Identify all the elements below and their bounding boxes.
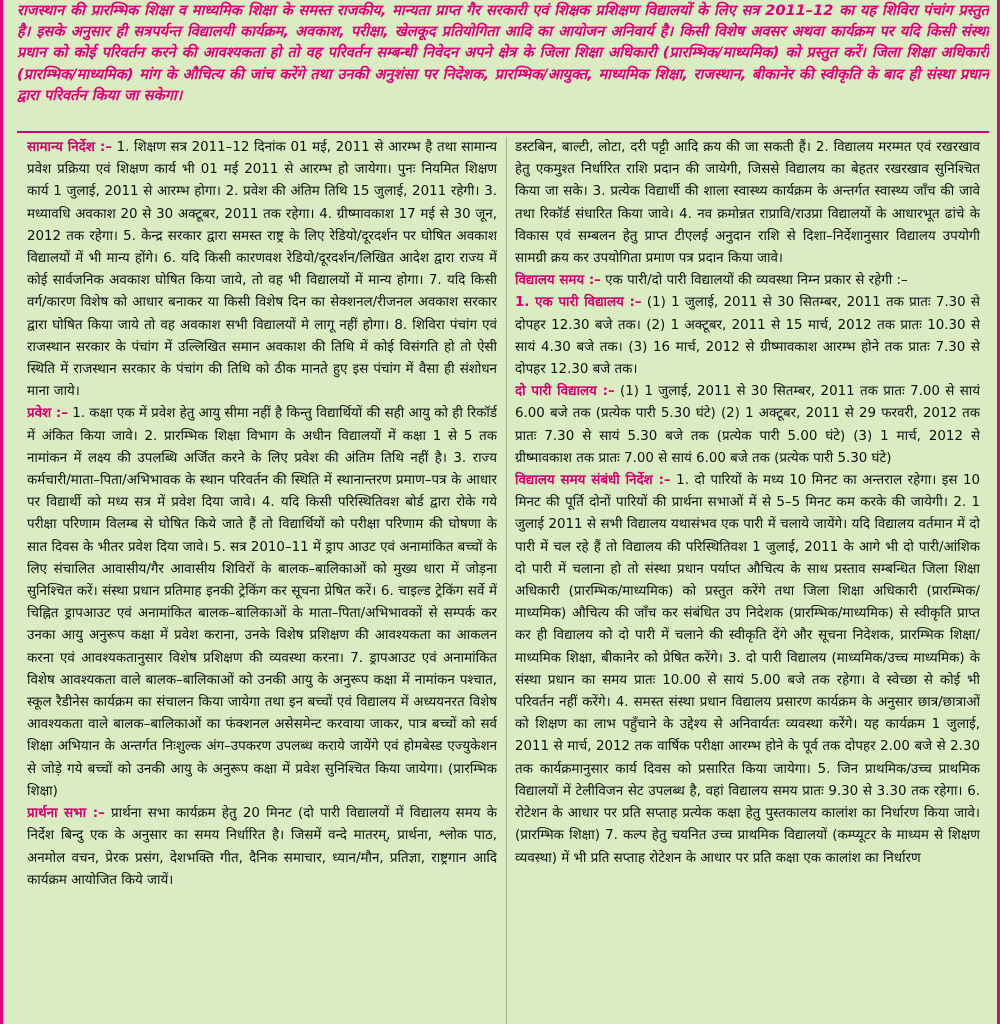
double-shift-section	[515, 381, 980, 470]
single-shift-heading: 1. एक पारी विद्यालय :–	[515, 295, 642, 311]
double-shift-heading: दो पारी विद्यालय :–	[515, 384, 615, 400]
general-instructions	[27, 137, 497, 403]
right-top-text: डस्टबिन, बाल्टी, लोटा, दरी पट्टी आदि क्रय की जा सकती हैं। 2. विद्यालय मरम्मत एवं रखरखाव हेतु एकमुश्त निर्धारित राशि प्रदान की जायेगी, जिससे विद्यालय का बेहतर रखरखाव सुनिश्चित किया जा सके। 3. प्रत्येक विद्यार्थी की शाला स्वास्थ्य कार्यक्रम के अन्तर्गत स्वास्थ्य जाँच की जावे तथा रिकॉर्ड संधारित किया जावे। 4. नव क्रमोन्नत राप्रावि/राउप्रा विद्यालयों के आधारभूत ढांचे के विकास एवं सम्बलन हेतु प्राप्त टीएलई अनुदान राशि से दिशा–निर्देशानुसार विद्यालय उपयोगी सामग्री क्रय कर उपयोगिता प्रमाण पत्र प्रदान किया जावे।	[515, 140, 980, 267]
prayer-heading: प्रार्थना सभा :–	[27, 806, 105, 822]
timing-heading: विद्यालय समय :–	[515, 273, 601, 289]
intro-bold-word: आयोजन	[558, 23, 605, 41]
admission-text: 1. कक्षा एक में प्रवेश हेतु आयु सीमा नहीं है किन्तु विद्यार्थियों की सही आयु को ही रिकॉर्ड में अंकित किया जावे। 2. प्रारम्भिक शिक्षा विभाग के अधीन विद्यालयों में कक्षा 1 से 5 तक नामांकन में लक्ष्य की उपलब्धि अर्जित करने के लिए प्रवेश की अंतिम तिथि नहीं है। 3. राज्य कर्मचारी/माता–पिता/अभिभावक के स्थान परिवर्तन की स्थिति में स्थानान्तरण प्रमाण–पत्र के आधार पर विद्यार्थी को मध्य सत्र में प्रवेश दिया जावे। 4. यदि किसी परिस्थितिवश बोर्ड द्वारा रोके गये परीक्षा परिणाम विलम्ब से घोषित किये जाते हैं तो विद्यार्थियों को परीक्षा परिणाम की घोषणा के सात दिवस के भीतर प्रवेश दिया जावे। 5. सत्र 2010–11 में ड्राप आउट एवं अनामांकित बच्चों के लिए संचालित आवासीय/गैर आवासीय शिविरों के बालक–बालिकाओं को मुख्य धारा में जोड़ना सुनिश्चित करें। संस्था प्रधान प्रतिमाह इनकी ट्रेकिंग कर सूचना प्रेषित करें। 6. चाइल्ड ट्रेकिंग सर्वे में चिह्नित ड्रापआउट एवं अनामांकित बालक–बालिकाओं के माता–पिता/अभिभावकों से सम्पर्क कर उनका आयु अनुरूप कक्षा में प्रवेश कराना, उनके विशेष प्रशिक्षण की आवश्यकता का आकलन करना एवं आवश्यकतानुसार विशेष प्रशिक्षण की व्यवस्था करना। 7. ड्रापआउट एवं अनामांकित विशेष आवश्यकता वाले बालक–बालिकाओं को उनकी आयु के अनुरूप कक्षा में नामांकन पश्चात, स्कूल रैडीनेस कार्यक्रम का संचालन किया जायेगा तथा इन बच्चों एवं विद्यालय में अध्ययनरत विशेष आवश्यकता वाले बालक–बालिकाओं का फंक्शनल असेसमेन्ट करवाया जाकर, पात्र बच्चों को सर्व शिक्षा अभियान के अन्तर्गत निःशुल्क अंग–उपकरण उपलब्ध कराये जायेंगे एवं होमबेस्ड एज्युकेशन से जोड़े गये बच्चों को उनकी आयु के अनुरूप कक्षा में प्रवेश सुनिश्चित किया जायेगा। (प्रारम्भिक शिक्षा)	[27, 406, 497, 799]
double-shift-text: (1) 1 जुलाई, 2011 से 30 सितम्बर, 2011 तक प्रातः 7.00 से सायं 6.00 बजे तक (प्रत्येक पारी 5.30 घंटे) (2) 1 अक्टूबर, 2011 से 29 फरवरी, 2012 तक प्रातः 7.30 से सायं 5.30 बजे तक (प्रत्येक पारी 5.00 घंटे) (3) 1 मार्च, 2012 से ग्रीष्मावकाश तक प्रातः 7.00 से सायं 6.00 बजे तक (प्रत्येक पारी 5.30 घंटे)	[515, 384, 980, 466]
school-timing-section	[515, 270, 980, 292]
intro-text-part1: राजस्थान की प्रारम्भिक शिक्षा व माध्यमिक शिक्षा के समस्त राजकीय, मान्यता प्राप्त गैर सरकारी एवं शिक्षक प्रशिक्षण विद्यालयों के लिए सत्र 2011–12 का यह शिविरा पंचांग प्रस्तुत है। इसके अनुसार ही सत्रपर्यन्त विद्यालयी कार्यक्रम, अवकाश, परीक्षा, खेलकूद प्रतियोगिता आदि का	[17, 2, 989, 41]
timing-text: एक पारी/दो पारी विद्यालयों की व्यवस्था निम्न प्रकार से रहेगी :–	[600, 273, 908, 289]
intro-paragraph	[17, 0, 989, 130]
section-divider	[17, 131, 989, 133]
left-column	[27, 137, 497, 1024]
prayer-section	[27, 803, 497, 892]
single-shift-text: (1) 1 जुलाई, 2011 से 30 सितम्बर, 2011 तक प्रातः 7.30 से दोपहर 12.30 बजे तक। (2) 1 अक्टूबर, 2011 से 15 मार्च, 2012 तक प्रातः 10.30 से सायं 4.30 बजे तक। (3) 16 मार्च, 2012 से ग्रीष्मावकाश आरम्भ होने तक प्रातः 7.30 से दोपहर 12.30 बजे तक।	[515, 295, 980, 378]
prayer-text: प्रार्थना सभा कार्यक्रम हेतु 20 मिनट (दो पारी विद्यालयों में विद्यालय समय के निर्देश बिन्दु एक के अनुसार का समय निर्धारित है। जिसमें वन्दे मातरम्, प्रार्थना, श्लोक पाठ, अनमोल वचन, प्रेरक प्रसंग, देशभक्ति गीत, दैनिक समाचार, ध्यान/मौन, प्रतिज्ञा, राष्ट्रगान आदि कार्यक्रम आयोजित किये जायें।	[27, 806, 497, 888]
intro-text-part2: अनिवार्य है। किसी विशेष अवसर अथवा कार्यक्रम पर यदि किसी संस्था प्रधान को कोई परिवर्तन करने की आवश्यकता हो तो वह परिवर्तन सम्बन्धी निवेदन अपने क्षेत्र के जिला शिक्षा अधिकारी (प्रारम्भिक/माध्यमिक) को प्रस्तुत करें। जिला शिक्षा अधिकारी (प्रारम्भिक/माध्यमिक) मांग के औचित्य की जांच करेंगे तथा उनकी अनुशंसा पर निदेशक, प्रारम्भिक/आयुक्त, माध्यमिक शिक्षा, राजस्थान, बीकानेर की स्वीकृति के बाद ही संस्था प्रधान द्वारा परिवर्तन किया जा सकेगा।	[17, 23, 989, 104]
single-shift-section	[515, 292, 980, 381]
timing-instructions-text: 1. दो पारियों के मध्य 10 मिनट का अन्तराल रहेगा। इस 10 मिनट की पूर्ति दोनों पारियों की प्रार्थना सभाओं में से 5–5 मिनट कम करके की जायेगी। 2. 1 जुलाई 2011 से सभी विद्यालय यथासंभव एक पारी में चलाये जायेंगे। यदि विद्यालय वर्तमान में दो पारी में चल रहे हैं तो विद्यालय की परिस्थितिवश 1 जुलाई, 2011 के आगे भी दो पारी/आंशिक दो पारी में चलाना हो तो संस्था प्रधान पर्याप्त औचित्य के साथ प्रस्ताव सम्बन्धित जिला शिक्षा अधिकारी (प्रारम्भिक/माध्यमिक) को प्रस्तुत करेंगे तथा जिला शिक्षा अधिकारी (प्रारम्भिक/माध्यमिक) औचित्य की जाँच कर संबंधित उप निदेशक (प्रारम्भिक/माध्यमिक) से स्वीकृति प्राप्त कर ही विद्यालय को दो पारी में चलाने की स्वीकृति देंगे और सूचना निदेशक, प्रारम्भिक शिक्षा/माध्यमिक शिक्षा, बीकानेर को प्रेषित करेंगे। 3. दो पारी विद्यालय (माध्यमिक/उच्च माध्यमिक) के संस्था प्रधान का समय प्रातः 10.00 से सायं 5.00 बजे तक रहेगा। वे स्वेच्छा से कोई भी परिवर्तन नहीं करेंगे। 4. समस्त संस्था प्रधान विद्यालय प्रसारण कार्यक्रम के अनुसार छात्र/छात्राओं को शिक्षण का लाभ पहुँचाने के उद्देश्य से अनिवार्यतः व्यवस्था करेंगे। यह कार्यक्रम 1 जुलाई, 2011 से मार्च, 2012 तक वार्षिक परीक्षा आरम्भ होने के पूर्व तक दोपहर 2.00 बजे से 2.30 तक कार्यक्रमानुसार कार्य दिवस को प्रसारित किया जायेगा। 5. जिन प्राथमिक/उच्च प्राथमिक विद्यालयों में टेलीविजन सेट उपलब्ध है, वहां विद्यालय समय प्रातः 9.30 से 3.30 तक रहेगा। 6. रोटेशन के आधार पर प्रति सप्ताह प्रत्येक कक्षा हेतु पुस्तकालय कालांश का निर्धारण किया जावे। (प्रारम्भिक शिक्षा) 7. कल्प हेतु चयनित उच्च प्राथमिक विद्यालयों (कम्प्यूटर के माध्यम से शिक्षण व्यवस्था) में भी प्रति सप्ताह रोटेशन के आधार पर प्रति कक्षा एक कालांश का निर्धारण	[515, 473, 980, 866]
general-text: 1. शिक्षण सत्र 2011–12 दिनांक 01 मई, 2011 से आरम्भ है तथा सामान्य प्रवेश प्रक्रिया एवं शिक्षण कार्य भी 01 मई 2011 से आरम्भ हो जायेगा। पुनः नियमित शिक्षण कार्य 1 जुलाई, 2011 से आरम्भ होगा। 2. प्रवेश की अंतिम तिथि 15 जुलाई, 2011 रहेगी। 3. मध्यावधि अवकाश 20 से 30 अक्टूबर, 2011 तक रहेगा। 4. ग्रीष्मावकाश 17 मई से 30 जून, 2012 तक रहेगा। 5. केन्द्र सरकार द्वारा समस्त राष्ट्र के लिए रेडियो/दूरदर्शन पर घोषित अवकाश विद्यालयों में भी मान्य होंगे। 6. यदि किसी कारणवश रेडियो/दूरदर्शन/लिखित आदेश द्वारा राज्य में कोई सार्वजनिक अवकाश घोषित किया जाये, तो वह भी विद्यालयों में मान्य होगा। 7. यदि किसी वर्ग/कारण विशेष को आधार बनाकर या किसी विशेष दिन का सेक्शनल/रीजनल अवकाश सरकार द्वारा घोषित किया जाये तो वह अवकाश सभी विद्यालयों मे लागू नहीं होगा। 8. शिविरा पंचांग एवं राजस्थान सरकार के पंचांग में उल्लिखित समान अवकाश की तिथि में कोई विसंगति हो तो ऐसी स्थिति में राजस्थान सरकार के पंचांग की तिथि को ठीक मानते हुए इस पंचांग में वैसा ही संशोधन माना जाये।	[27, 140, 497, 400]
timing-instructions-section	[515, 470, 980, 870]
timing-instructions-heading: विद्यालय समय संबंधी निर्देश :–	[515, 473, 671, 489]
admission-section	[27, 403, 497, 803]
right-column	[515, 137, 980, 1024]
general-heading: सामान्य निर्देश :–	[27, 140, 112, 155]
admission-heading: प्रवेश :–	[27, 406, 68, 422]
column-rule	[506, 137, 507, 1024]
